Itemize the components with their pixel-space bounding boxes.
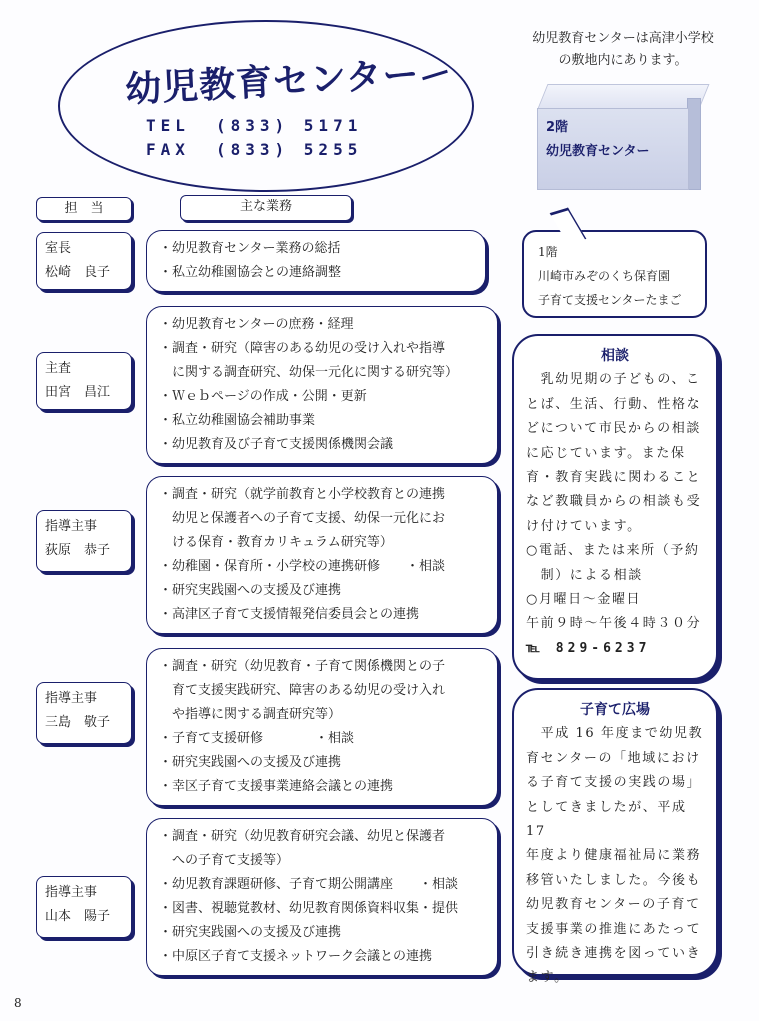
duty-item: ・調査・研究（幼児教育研究会議、幼児と保護者 [159, 829, 446, 844]
consultation-box [512, 334, 718, 680]
plaza-line: 平成 16 年度まで幼児教 [526, 726, 704, 742]
header-duties: 主な業務 [180, 195, 352, 221]
duty-item: ・研究実践園への支援及び連携 [159, 925, 342, 940]
duty-item: ・高津区子育て支援情報発信委員会との連携 [159, 607, 420, 622]
staff-box [36, 876, 132, 938]
duty-item: ・幸区子育て支援事業連絡会議との連携 [159, 779, 394, 794]
staff-name: 山本 陽子 [45, 909, 111, 924]
duty-item: ・調査・研究（障害のある幼児の受け入れや指導 [159, 341, 446, 356]
duties-box [146, 230, 486, 292]
consultation-title: 相談 [601, 348, 629, 364]
duty-item: に関する調査研究、幼保一元化に関する研究等） [159, 365, 459, 380]
plaza-line: 育センターの「地域におけ [526, 750, 701, 766]
tel-label: TEL [146, 116, 190, 135]
duty-item: ・幼児教育センター業務の総括 [159, 241, 341, 256]
plaza-line: ます。 [526, 970, 569, 986]
duty-item: ・子育て支援研修 ・相談 [159, 731, 355, 746]
consultation-line: など教職員からの相談も受 [526, 494, 702, 510]
plaza-box [512, 688, 718, 986]
header-staff: 担 当 [36, 197, 132, 221]
plaza-line: としてきましたが、平成17 [526, 799, 687, 840]
staff-name: 三島 敬子 [45, 715, 111, 730]
page-title: 幼児教育センター [124, 46, 421, 112]
floor2-name: 幼児教育センター [546, 144, 650, 159]
plaza-line: る子育て支援の実践の場」 [526, 775, 702, 791]
staff-name: 田宮 昌江 [45, 385, 111, 400]
staff-role: 指導主事 [45, 885, 98, 900]
duty-item: ・幼稚園・保育所・小学校の連携研修 ・相談 [159, 559, 446, 574]
phone-icon: ℡ [526, 640, 544, 656]
plaza-line: 移管いたしました。今後も [526, 872, 702, 888]
staff-role: 主査 [45, 361, 72, 376]
duty-item: ・私立幼稚園協会との連絡調整 [159, 265, 342, 280]
duty-item: ・中原区子育て支援ネットワーク会議との連携 [159, 949, 433, 964]
consultation-line: 午前９時～午後４時３０分 [526, 616, 702, 632]
floor2-label: 2階 [546, 120, 569, 135]
floor1-line2: 子育て支援センターたまご [538, 293, 682, 307]
fax-label: FAX [146, 140, 190, 159]
consultation-line: 育・教育実践に関わること [526, 470, 702, 486]
duty-item: ・私立幼稚園協会補助事業 [159, 413, 316, 428]
duties-box [146, 818, 498, 976]
floor1-text [538, 240, 682, 312]
staff-name: 松崎 良子 [45, 265, 111, 280]
fax-line [146, 140, 362, 159]
consultation-line: 乳幼児期の子どもの、こ [526, 372, 701, 388]
building-side [687, 98, 701, 190]
duty-item: 幼児と保護者への子育て支援、幼保一元化にお [159, 511, 446, 526]
duty-item: ・幼児教育及び子育て支援関係機関会議 [159, 437, 394, 452]
staff-box [36, 510, 132, 572]
page-number: 8 [14, 996, 22, 1010]
plaza-line: 引き続き連携を図っていき [526, 946, 702, 962]
consultation-line: ○電話、または来所（予約 [526, 543, 700, 559]
duty-item: ・図書、視聴覚教材、幼児教育関係資料収集・提供 [159, 901, 459, 916]
building-roof [537, 84, 710, 110]
duty-item: ・研究実践園への支援及び連携 [159, 583, 342, 598]
location-note: 幼児教育センターは高津小学校の敷地内にあります。 [532, 31, 714, 68]
consultation-line: 制）による相談 [526, 567, 643, 583]
tel-line [146, 116, 362, 135]
floor1-label: 1階 [538, 245, 558, 259]
consultation-line: ○月曜日～金曜日 [526, 592, 642, 608]
duty-item: への子育て支援等） [159, 853, 290, 868]
duty-item: ・研究実践園への支援及び連携 [159, 755, 342, 770]
plaza-line: 年度より健康福祉局に業務 [526, 848, 702, 864]
consultation-line: け付けています。 [526, 518, 642, 534]
duty-item: ・幼児教育課題研修、子育て期公開講座 ・相談 [159, 877, 459, 892]
duty-item: ・Ｗｅｂページの作成・公開・更新 [159, 389, 367, 404]
duty-item: 育て支援実践研究、障害のある幼児の受け入れ [159, 683, 446, 698]
duty-item: ・幼児教育センターの庶務・経理 [159, 317, 354, 332]
consultation-tel [526, 637, 704, 661]
staff-name: 荻原 恭子 [45, 543, 111, 558]
duties-box [146, 306, 498, 464]
duties-box [146, 648, 498, 806]
duty-item: ・調査・研究（幼児教育・子育て関係機関との子 [159, 659, 446, 674]
staff-box [36, 352, 132, 410]
staff-box [36, 682, 132, 744]
consultation-line: とば、生活、行動、性格な [526, 396, 702, 412]
consultation-line: に応じています。また保 [526, 445, 686, 461]
staff-role: 指導主事 [45, 691, 98, 706]
duty-item: ・調査・研究（就学前教育と小学校教育との連携 [159, 487, 446, 502]
plaza-title: 子育て広場 [580, 702, 650, 718]
floor2-label-block [546, 116, 649, 164]
plaza-line: 幼児教育センターの子育て [526, 897, 701, 913]
consultation-tel-number: 829-6237 [555, 640, 651, 656]
duties-box [146, 476, 498, 634]
staff-box [36, 232, 132, 290]
duty-item: や指導に関する調査研究等） [159, 707, 342, 722]
consultation-line: どについて市民からの相談 [526, 421, 701, 437]
floor1-line1: 川崎市みぞのくち保育園 [538, 269, 671, 283]
fax-number: (833) 5255 [216, 140, 363, 159]
staff-role: 室長 [45, 241, 72, 256]
plaza-line: 支援事業の推進にあたって [526, 921, 702, 937]
tel-number: (833) 5171 [216, 116, 363, 135]
duty-item: ける保育・教育カリキュラム研究等） [159, 535, 393, 550]
staff-role: 指導主事 [45, 519, 98, 534]
